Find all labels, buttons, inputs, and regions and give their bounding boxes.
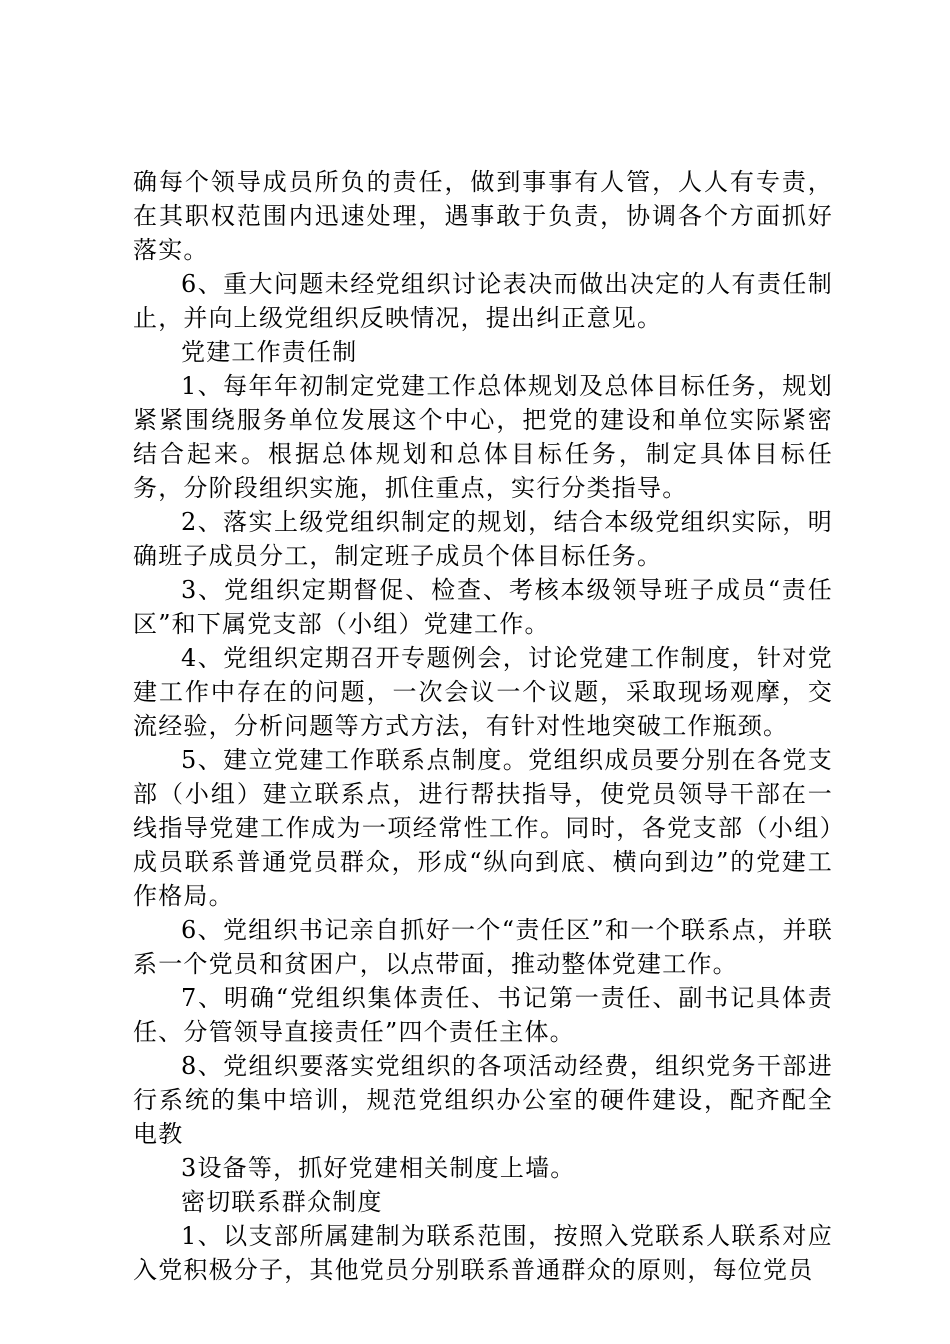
paragraph-item-4: 4、党组织定期召开专题例会，讨论党建工作制度，针对党建工作中存在的问题，一次会议一个议题，采取现场观摩，交流经验，分析问题等方式方法，有针对性地突破工作瓶颈。 [133,644,833,740]
section-heading-party-building: 党建工作责任制 [181,338,358,366]
document-page [133,165,833,1287]
paragraph-item-7: 7、明确“党组织集体责任、书记第一责任、副书记具体责任、分管领导直接责任”四个责任主体。 [133,984,833,1046]
paragraph-item-6: 6、重大问题未经党组织讨论表决而做出决定的人有责任制止，并向上级党组织反映情况，提出纠正意见。 [133,270,833,332]
paragraph-item-2: 2、落实上级党组织制定的规划，结合本级党组织实际，明确班子成员分工，制定班子成员个体目标任务。 [133,508,833,570]
paragraph-item-8: 8、党组织要落实党组织的各项活动经费，组织党务干部进行系统的集中培训，规范党组织办公室的硬件建设，配齐配全电教 [133,1052,833,1148]
paragraph-item-5: 5、建立党建工作联系点制度。党组织成员要分别在各党支部（小组）建立联系点，进行帮扶指导，使党员领导干部在一线指导党建工作成为一项经常性工作。同时，各党支部（小组）成员联系普通党员群众，形成“纵向到底、横向到边”的党建工作格局。 [133,746,833,910]
paragraph-item-1b: 1、以支部所属建制为联系范围，按照入党联系人联系对应入党积极分子，其他党员分别联系普通群众的原则，每位党员 [133,1222,833,1284]
section-heading-mass-contact: 密切联系群众制度 [181,1188,383,1216]
paragraph-item-3: 3、党组织定期督促、检查、考核本级领导班子成员“责任区”和下属党支部（小组）党建工作。 [133,576,833,638]
paragraph-item-1: 1、每年年初制定党建工作总体规划及总体目标任务，规划紧紧围绕服务单位发展这个中心，把党的建设和单位实际紧密结合起来。根据总体规划和总体目标任务，制定具体目标任务，分阶段组织实施，抓住重点，实行分类指导。 [133,372,833,502]
paragraph-item-8-continued: 3设备等，抓好党建相关制度上墙。 [181,1154,576,1182]
paragraph-continuation: 确每个领导成员所负的责任，做到事事有人管，人人有专责，在其职权范围内迅速处理，遇事敢于负责，协调各个方面抓好落实。 [133,168,833,264]
paragraph-item-6b: 6、党组织书记亲自抓好一个“责任区”和一个联系点，并联系一个党员和贫困户，以点带面，推动整体党建工作。 [133,916,833,978]
